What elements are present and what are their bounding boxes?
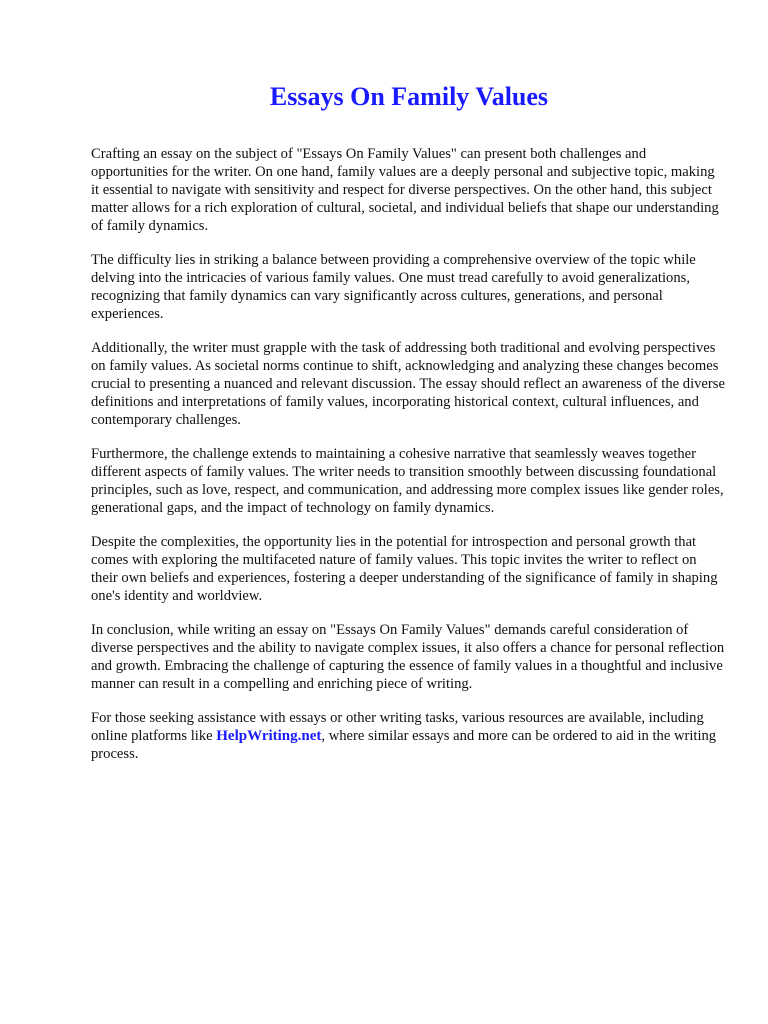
paragraph-1: Crafting an essay on the subject of "Essays On Family Values" can present both challenges and opportunities for the writer. On one hand, family values are a deeply personal and subjective topic, making it essential to navigate with sensitivity and respect for diverse perspectives. On the other hand, this subject matter allows for a rich exploration of cultural, societal, and individual beliefs that shape our understanding of family dynamics. — [91, 146, 719, 234]
paragraph-2: The difficulty lies in striking a balance between providing a comprehensive overview of the topic while delving into the intricacies of various family values. One must tread carefully to avoid generalizations, recognizing that family dynamics can vary significantly across cultures, generations, and personal experiences. — [91, 252, 696, 322]
paragraph-7-text-after-link: , where similar essays and more can be ordered to aid in the writing process. — [91, 728, 717, 762]
paragraph-3: Additionally, the writer must grapple with the task of addressing both traditional and evolving perspectives on family values. As societal norms continue to shift, acknowledging and analyzing these changes becomes crucial to presenting a nuanced and relevant discussion. The essay should reflect an awareness of the diverse definitions and interpretations of family values, incorporating historical context, cultural influences, and contemporary challenges. — [91, 340, 725, 428]
paragraph-7 — [91, 709, 725, 763]
paragraph-7-text-before-link: For those seeking assistance with essays or other writing tasks, various resources are available, including online platforms like — [91, 710, 704, 744]
paragraph-4: Furthermore, the challenge extends to maintaining a cohesive narrative that seamlessly weaves together different aspects of family values. The writer needs to transition smoothly between discussing foundational principles, such as love, respect, and communication, and addressing more complex issues like gender roles, generational gaps, and the impact of technology on family dynamics. — [91, 446, 724, 516]
paragraph-5: Despite the complexities, the opportunity lies in the potential for introspection and personal growth that comes with exploring the multifaceted nature of family values. This topic invites the writer to reflect on their own beliefs and experiences, fostering a deeper understanding of the significance of family in shaping one's identity and worldview. — [91, 534, 718, 604]
document-title: Essays On Family Values — [269, 82, 549, 111]
helpwriting-link[interactable]: HelpWriting.net — [216, 728, 322, 744]
paragraph-6: In conclusion, while writing an essay on "Essays On Family Values" demands careful consideration of diverse perspectives and the ability to navigate complex issues, it also offers a chance for personal reflection and growth. Embracing the challenge of capturing the essence of family values in a thoughtful and inclusive manner can result in a compelling and enriching piece of writing. — [91, 622, 725, 692]
document-body — [91, 145, 725, 779]
